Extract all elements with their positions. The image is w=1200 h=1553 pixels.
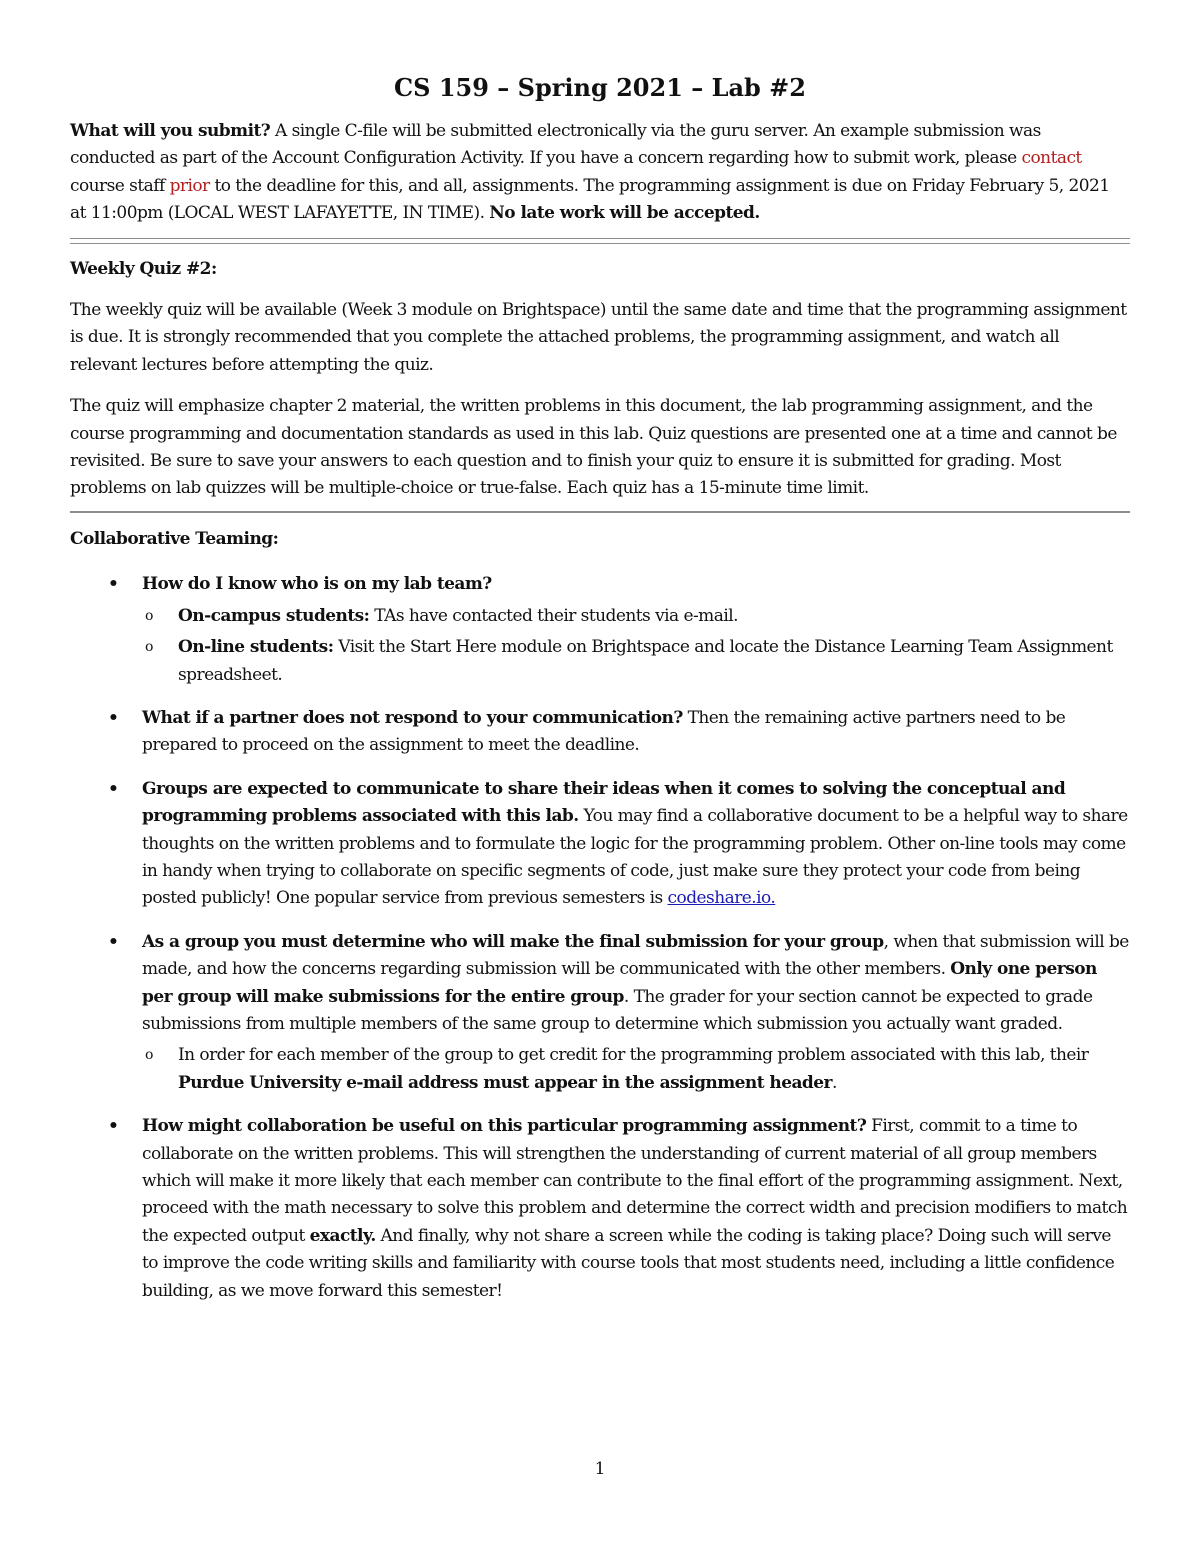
bullet-icon: • [108,574,119,595]
page-number: 1 [594,1459,606,1479]
submit-label: What will you submit? [70,121,271,141]
late-work-notice: No late work will be accepted. [489,203,760,224]
document-body [70,72,1130,1305]
list-item: • As a group you must determine who will make the final submission for your group, when that submission will be made, and how the concerns regarding submission will be communicated with the other members. Only one person per group will make submissions for the entire group. The grader for your section cannot be expected to grade submissions from multiple members of the same group to determine which submission you actually want graded. o In order for each member of the group to get credit for the programming problem associated with this lab, their Purdue University e-mail address must appear in the assignment header. [70,929,1130,1097]
sub-list-item: o In order for each member of the group to get credit for the programming problem associated with this lab, their Purdue University e-mail address must appear in the assignment header. [142,1042,1130,1097]
codeshare-link[interactable]: codeshare.io. [667,888,776,909]
page-title: CS 159 – Spring 2021 – Lab #2 [394,73,806,102]
collab-heading: Collaborative Teaming: [70,528,279,549]
sub-list [142,1042,1130,1097]
bullet-icon: • [108,931,119,952]
sub-list [142,603,1130,689]
quiz-paragraph-1: The weekly quiz will be available (Week 3 module on Brightspace) until the same date and time that the programming assignment is due. It is strongly recommended that you complete the attached problems, the programming assignment, and watch all relevant lectures before attempting the quiz. [70,300,1127,375]
circle-bullet-icon: o [145,639,153,656]
quiz-paragraph-2: The quiz will emphasize chapter 2 material, the written problems in this document, the lab programming assignment, and the course programming and documentation standards as used in this lab. Quiz questions are presented one at a time and cannot be revisited. Be sure to save your answers to each question and to finish your quiz to ensure it is submitted for grading. Most problems on lab quizzes will be multiple-choice or true-false. Each quiz has a 15-minute time limit. [70,396,1117,499]
sub-list-item: o On-line students: Visit the Start Here module on Brightspace and locate the Distance Learning Team Assignment spreadsheet. [142,634,1130,689]
bullet-icon: • [108,1116,119,1137]
prior-text: prior [169,175,210,196]
bullet-icon: • [108,707,119,728]
quiz-heading: Weekly Quiz #2: [70,258,217,279]
list-item: • How might collaboration be useful on this particular programming assignment? First, commit to a time to collaborate on the written problems. This will strengthen the understanding of current material of all group members which will make it more likely that each member can contribute to the final effort of the programming assignment. Next, proceed with the math necessary to solve this problem and determine the correct width and precision modifiers to match the expected output exactly. And finally, why not share a screen while the coding is taking place? Doing such will serve to improve the code writing skills and familiarity with course tools that most students need, including a little confidence building, as we move forward this semester! [70,1113,1130,1305]
bullet-icon: • [108,778,119,799]
list-item: • How do I know who is on my lab team? o On-campus students: TAs have contacted their students via e-mail. o On-line students: Visit the Start Here module on Brightspace and locate the Distance Learning Team Assignment spreadsheet. [70,571,1130,689]
collab-list [70,571,1130,1305]
circle-bullet-icon: o [145,607,153,624]
submit-paragraph: What will you submit? A single C-file will be submitted electronically via the guru server. An example submission was conducted as part of the Account Configuration Activity. If you have a concern regarding how to submit work, please contact course staff prior to the deadline for this, and all, assignments. The programming assignment is due on Friday February 5, 2021 at 11:00pm (LOCAL WEST LAFAYETTE, IN TIME). No late work will be accepted. [70,121,1110,224]
list-item: • What if a partner does not respond to your communication? Then the remaining active partners need to be prepared to proceed on the assignment to meet the deadline. [70,705,1130,760]
circle-bullet-icon: o [145,1047,153,1064]
list-item: • Groups are expected to communicate to share their ideas when it comes to solving the conceptual and programming problems associated with this lab. You may find a collaborative document to be a helpful way to share thoughts on the written problems and to formulate the logic for the programming problem. Other on-line tools may come in handy when trying to collaborate on specific segments of code, just make sure they protect your code from being posted publicly! One popular service from previous semesters is codeshare.io. [70,776,1130,913]
contact-text: contact [1021,148,1082,169]
section-divider [70,511,1130,513]
double-divider [70,238,1130,244]
sub-list-item: o On-campus students: TAs have contacted their students via e-mail. [142,603,1130,630]
